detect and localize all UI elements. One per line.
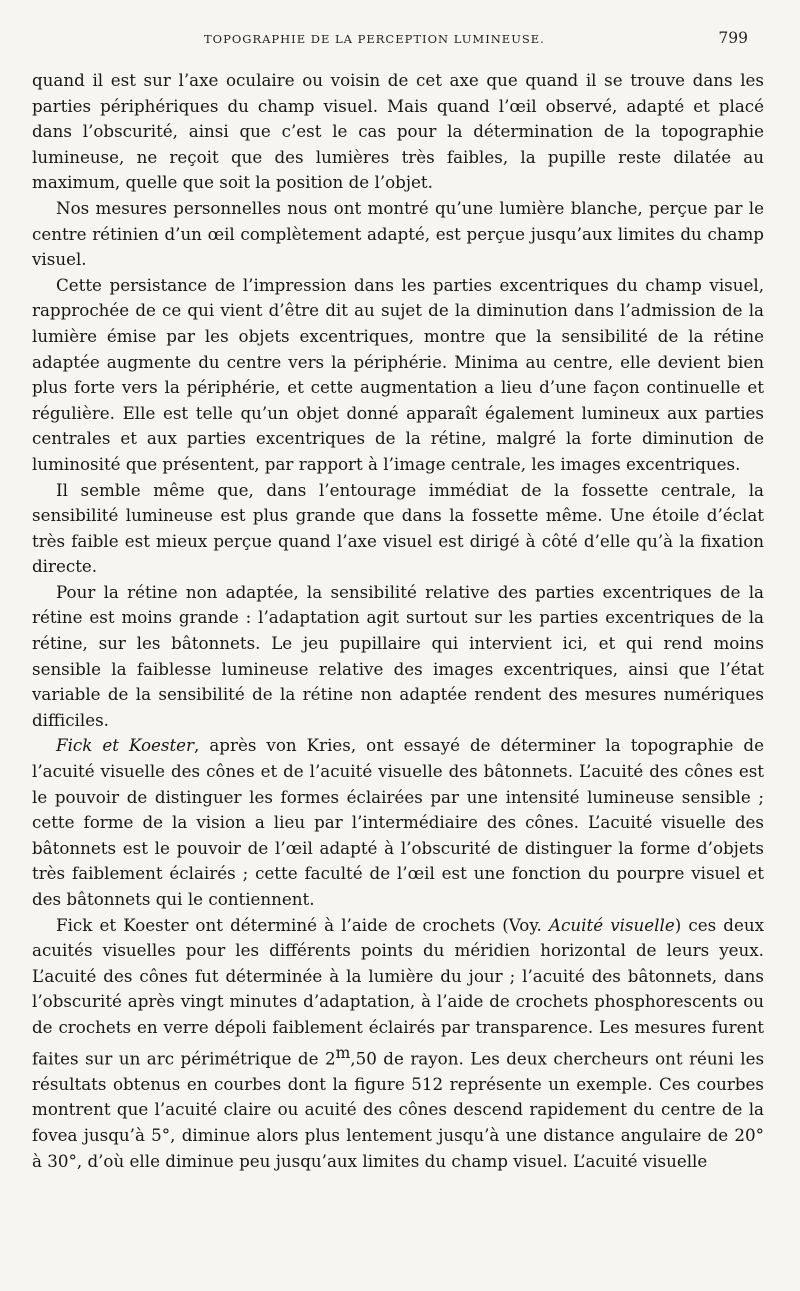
fick-koester-names: Fick et Koester [56,735,195,756]
acuite-visuelle-reference: Acuité visuelle [549,914,675,935]
paragraph-6-text: , après von Kries, ont essayé de déterminer la topographie de l’acuité visuelle des cônes et de l’acuité visuelle des bâtonnets. L’acuité des cônes est le pouvoir de distinguer les formes éclairées par une intensité lumineuse sensible ; cette forme de la vision a lieu par l’intermédiaire des cônes. L’acuité visuelle des bâtonnets est le pouvoir de l’œil adapté à l’obscurité de distinguer la forme d’objets très faiblement éclairés ; cette faculté de l’œil est une fonction du pourpre visuel et des bâtonnets qui le contiennent. [32,735,764,909]
paragraph-7-part-2: ) ces deux acuités visuelles pour les différents points du méridien horizontal de leurs yeux. L’acuité des cônes fut déterminée à la lumière du jour ; l’acuité des bâtonnets, dans l’obscurité après vingt minutes d’adaptation, à l’aide de crochets phosphorescents ou de crochets en verre dépoli faiblement éclairés par transparence. Les mesures furent faites sur un arc périmétrique de 2 [32,914,764,1069]
paragraph-7 [32,913,770,1175]
paragraph-2: Nos mesures personnelles nous ont montré qu’une lumière blanche, perçue par le centre rétinien d’un œil complètement adapté, est perçue jusqu’aux limites du champ visuel. [32,197,764,270]
running-title: TOPOGRAPHIE DE LA PERCEPTION LUMINEUSE. [204,32,545,46]
page-header [32,26,770,54]
paragraph-3: Cette persistance de l’impression dans les parties excentriques du champ visuel, rapprochée de ce qui vient d’être dit au sujet de la diminution dans l’admission de la lumière émise par les objets excentriques, montre que la sensibilité de la rétine adaptée augmente du centre vers la périphérie. Minima au centre, elle devient bien plus forte vers la périphérie, et cette augmentation a lieu d’une façon continuelle et régulière. Elle est telle qu’un objet donné apparaît également lumineux aux parties centrales et aux parties excentriques de la rétine, malgré la forte diminution de luminosité que présentent, par rapport à l’image centrale, les images excentriques. [32,274,764,474]
page-number: 799 [718,29,748,47]
meter-unit: m [335,1043,351,1062]
paragraph-1: quand il est sur l’axe oculaire ou voisin de cet axe que quand il se trouve dans les parties périphériques du champ visuel. Mais quand l’œil observé, adapté et placé dans l’obscurité, ainsi que c’est le cas pour la détermination de la topographie lumineuse, ne reçoit que des lumières très faibles, la pupille reste dilatée au maximum, quelle que soit la position de l’objet. [32,70,764,193]
paragraph-5: Pour la rétine non adaptée, la sensibilité relative des parties excentriques de la rétine est moins grande : l’adaptation agit surtout sur les parties excentriques de la rétine, sur les bâtonnets. Le jeu pupillaire qui intervient ici, et qui rend moins sensible la faiblesse lumineuse relative des images excentriques, ainsi que l’état variable de la sensibilité de la rétine non adaptée rendent des mesures numériques difficiles. [32,581,764,730]
body-text [32,68,770,1174]
paragraph-4: Il semble même que, dans l’entourage immédiat de la fossette centrale, la sensibilité lumineuse est plus grande que dans la fossette même. Une étoile d’éclat très faible est mieux perçue quand l’axe visuel est dirigé à côté d’elle qu’à la fixation directe. [32,479,764,577]
paragraph-7-part-3: ,50 de rayon. Les deux chercheurs ont réuni les résultats obtenus en courbes dont la figure 512 représente un exemple. Ces courbes montrent que l’acuité claire ou acuité des cônes descend rapidement du centre de la fovea jusqu’à 5°, diminue alors plus lentement jusqu’à une distance angulaire de 20° à 30°, d’où elle diminue peu jusqu’aux limites du champ visuel. L’acuité visuelle [32,1048,765,1171]
paragraph-7-part-1: Fick et Koester ont déterminé à l’aide de crochets (Voy. [56,914,549,935]
paragraph-6 [32,733,770,912]
